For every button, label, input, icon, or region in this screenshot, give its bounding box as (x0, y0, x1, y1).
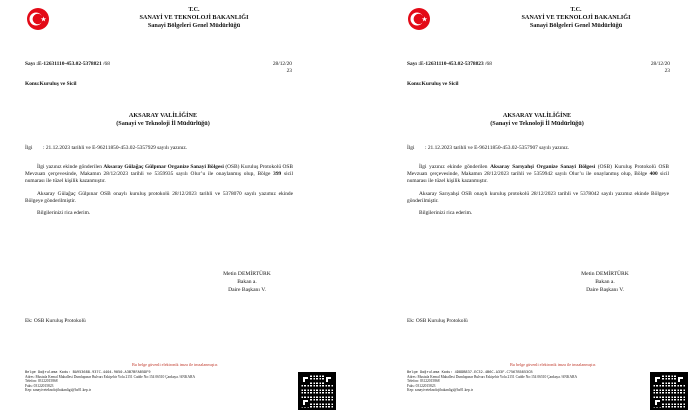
sayi-label: Sayı (407, 61, 417, 67)
ilgi-label: İlgi (25, 145, 33, 151)
date-line-2: 23 (286, 68, 292, 74)
reference-number (25, 61, 110, 68)
letterhead-tc: T.C. (188, 6, 200, 13)
footer-verification-code: Belge Doğrulama Kodu: BA953688-937C-4404-9050-A3B7BFAB5DF9 (25, 370, 151, 374)
registry-number: 400 (649, 171, 658, 178)
reference-ilgi (407, 145, 667, 152)
signer-name: Metin DEMİRTÜRK (581, 271, 629, 277)
esignature-note: Bu belge güvenli elektronik imza ile imzalanmıştır. (510, 362, 596, 367)
qr-code-icon (298, 372, 336, 410)
osb-name: Aksaray Sarıyahşi Organize Sanayi Bölgesi (490, 164, 596, 170)
ilgi-text: : 21.12.2023 tarihli ve E-96211850-453.02-5357907 sayılı yazınız. (425, 145, 570, 151)
reference-number (407, 61, 492, 68)
ilgi-text: : 21.12.2023 tarihli ve E-96211850-453.02-5357929 sayılı yazınız. (43, 145, 188, 151)
addressee-line-1: AKSARAY VALİLİĞİNE (502, 112, 572, 119)
addressee-line-1: AKSARAY VALİLİĞİNE (128, 112, 198, 119)
signer-title-1: Bakan a. (237, 279, 257, 285)
letter-date (268, 61, 292, 75)
footer-address: Adres: Mustafa Kemal Mahallesi Dumlupınar Bulvarı Eskişehir Yolu 2151 Cadde No:154 06510 Çankaya /ANKARA (407, 374, 578, 379)
addressee (38, 112, 288, 128)
letter-page-right (350, 0, 700, 420)
footer-address: Adres: Mustafa Kemal Mahallesi Dumlupınar Bulvarı Eskişehir Yolu 2151 Cadde No:154 06510 Çankaya /ANKARA (25, 374, 196, 379)
letter-footer (25, 370, 285, 393)
date-line-2: 23 (664, 68, 670, 74)
reference-ilgi (25, 145, 285, 152)
konu-label: Konu (25, 81, 38, 87)
body-paragraph-2: Aksaray Sarıyahşi OSB onaylı kuruluş protokolü 28/12/2023 tarihli ve 5378042 sayılı yazımız ekinde Bölgeye gönderilmiştir. (407, 190, 669, 204)
footer-fax: Faks: 03122015823 (407, 383, 436, 388)
sayi-value: :E-12631110-453.02-5378823 (418, 61, 484, 67)
ministry-emblem-icon (407, 6, 431, 32)
signer-title-2: Daire Başkanı V. (586, 287, 624, 293)
letter-footer (407, 370, 637, 393)
body-paragraph-1: İlgi yazınız ekinde gönderilen Aksaray Gülağaç Gülpınar Organize Sanayi Bölgesi (OSB) Kuruluş Protokolü OSB Mevzuatı çerçevesinde, Makamın 28/12/2023 tarihli ve 5359935 sayılı Olur’u ile onaylanmış olup, Bölge 399 sicil numarası ile tüzel kişilik kazanmıştır. (25, 164, 293, 185)
konu-label: Konu (407, 81, 420, 87)
signer-name: Metin DEMİRTÜRK (223, 271, 271, 277)
signature-block (565, 270, 645, 294)
addressee-line-2: (Sanayi ve Teknoloji İl Müdürlüğü) (490, 120, 584, 127)
konu-value: :Kuruluş ve Sicil (419, 81, 459, 87)
footer-fax: Faks: 03122015823 (25, 383, 54, 388)
body-paragraph-2: Aksaray Gülağaç Gülpınar OSB onaylı kuruluş protokolü 28/12/2023 tarihli ve 5378070 sayılı yazımız ekinde Bölgeye gönderilmiştir. (25, 190, 293, 204)
letter-date (646, 61, 670, 75)
sayi-suffix: /68 (103, 61, 110, 67)
footer-kep: Kep: sanayiveteknolojibakanligi@hs01.kep.tr (25, 388, 91, 393)
letterhead (90, 6, 298, 30)
footer-phone: Telefon: 03122015868 (407, 379, 440, 384)
attachment-note: Ek: OSB Kuruluş Protokolü (407, 318, 468, 324)
esignature-note: Bu belge güvenli elektronik imza ile imzalanmıştır. (132, 362, 218, 367)
attachment-note: Ek: OSB Kuruluş Protokolü (25, 318, 86, 324)
addressee-line-2: (Sanayi ve Teknoloji İl Müdürlüğü) (116, 120, 210, 127)
signature-block (207, 270, 287, 294)
letter-body (25, 164, 293, 222)
addressee (412, 112, 662, 128)
letterhead-directorate: Sanayi Bölgeleri Genel Müdürlüğü (147, 22, 241, 29)
letterhead (472, 6, 680, 30)
signer-title-1: Bakan a. (595, 279, 615, 285)
qr-code-icon (650, 372, 688, 410)
body-paragraph-3: Bilgilerinizi rica ederim. (419, 210, 473, 217)
ministry-emblem-icon (26, 6, 50, 32)
registry-number: 399 (273, 171, 282, 178)
letterhead-directorate: Sanayi Bölgeleri Genel Müdürlüğü (529, 22, 623, 29)
sayi-value: :E-12631110-453.02-5378821 (36, 61, 102, 67)
footer-phone: Telefon: 03122015868 (25, 379, 58, 384)
body-paragraph-1: İlgi yazınız ekinde gönderilen Aksaray Sarıyahşi Organize Sanayi Bölgesi (OSB) Kuruluş Protokolü OSB Mevzuatı çerçevesinde, Makamın 28/12/2023 tarihli ve 5359942 sayılı Olur’u ile onaylanmış olup, Bölge 400 sicil numarası ile tüzel kişilik kazanmıştır. (407, 164, 669, 185)
date-line-1: 28/12/20 (272, 61, 292, 67)
letter-body (407, 164, 669, 222)
footer-verification-code: Belge Doğrulama Kodu: 4D8DB837-EC32-4B6C-A33F-C7567B5853CB (407, 370, 533, 374)
signer-title-2: Daire Başkanı V. (228, 287, 266, 293)
sayi-suffix: /68 (485, 61, 492, 67)
ilgi-label: İlgi (407, 145, 415, 151)
date-line-1: 28/12/20 (650, 61, 670, 67)
subject-line (407, 81, 459, 87)
konu-value: :Kuruluş ve Sicil (37, 81, 77, 87)
letterhead-ministry: SANAYİ VE TEKNOLOJİ BAKANLIĞI (139, 14, 249, 21)
letterhead-ministry: SANAYİ VE TEKNOLOJİ BAKANLIĞI (521, 14, 631, 21)
body-paragraph-3: Bilgilerinizi rica ederim. (37, 210, 91, 217)
sayi-label: Sayı (25, 61, 35, 67)
letterhead-tc: T.C. (570, 6, 582, 13)
osb-name: Aksaray Gülağaç Gülpınar Organize Sanayi Bölgesi (103, 164, 224, 170)
footer-kep: Kep: sanayiveteknolojibakanligi@hs01.kep.tr (407, 388, 473, 393)
subject-line (25, 81, 77, 87)
